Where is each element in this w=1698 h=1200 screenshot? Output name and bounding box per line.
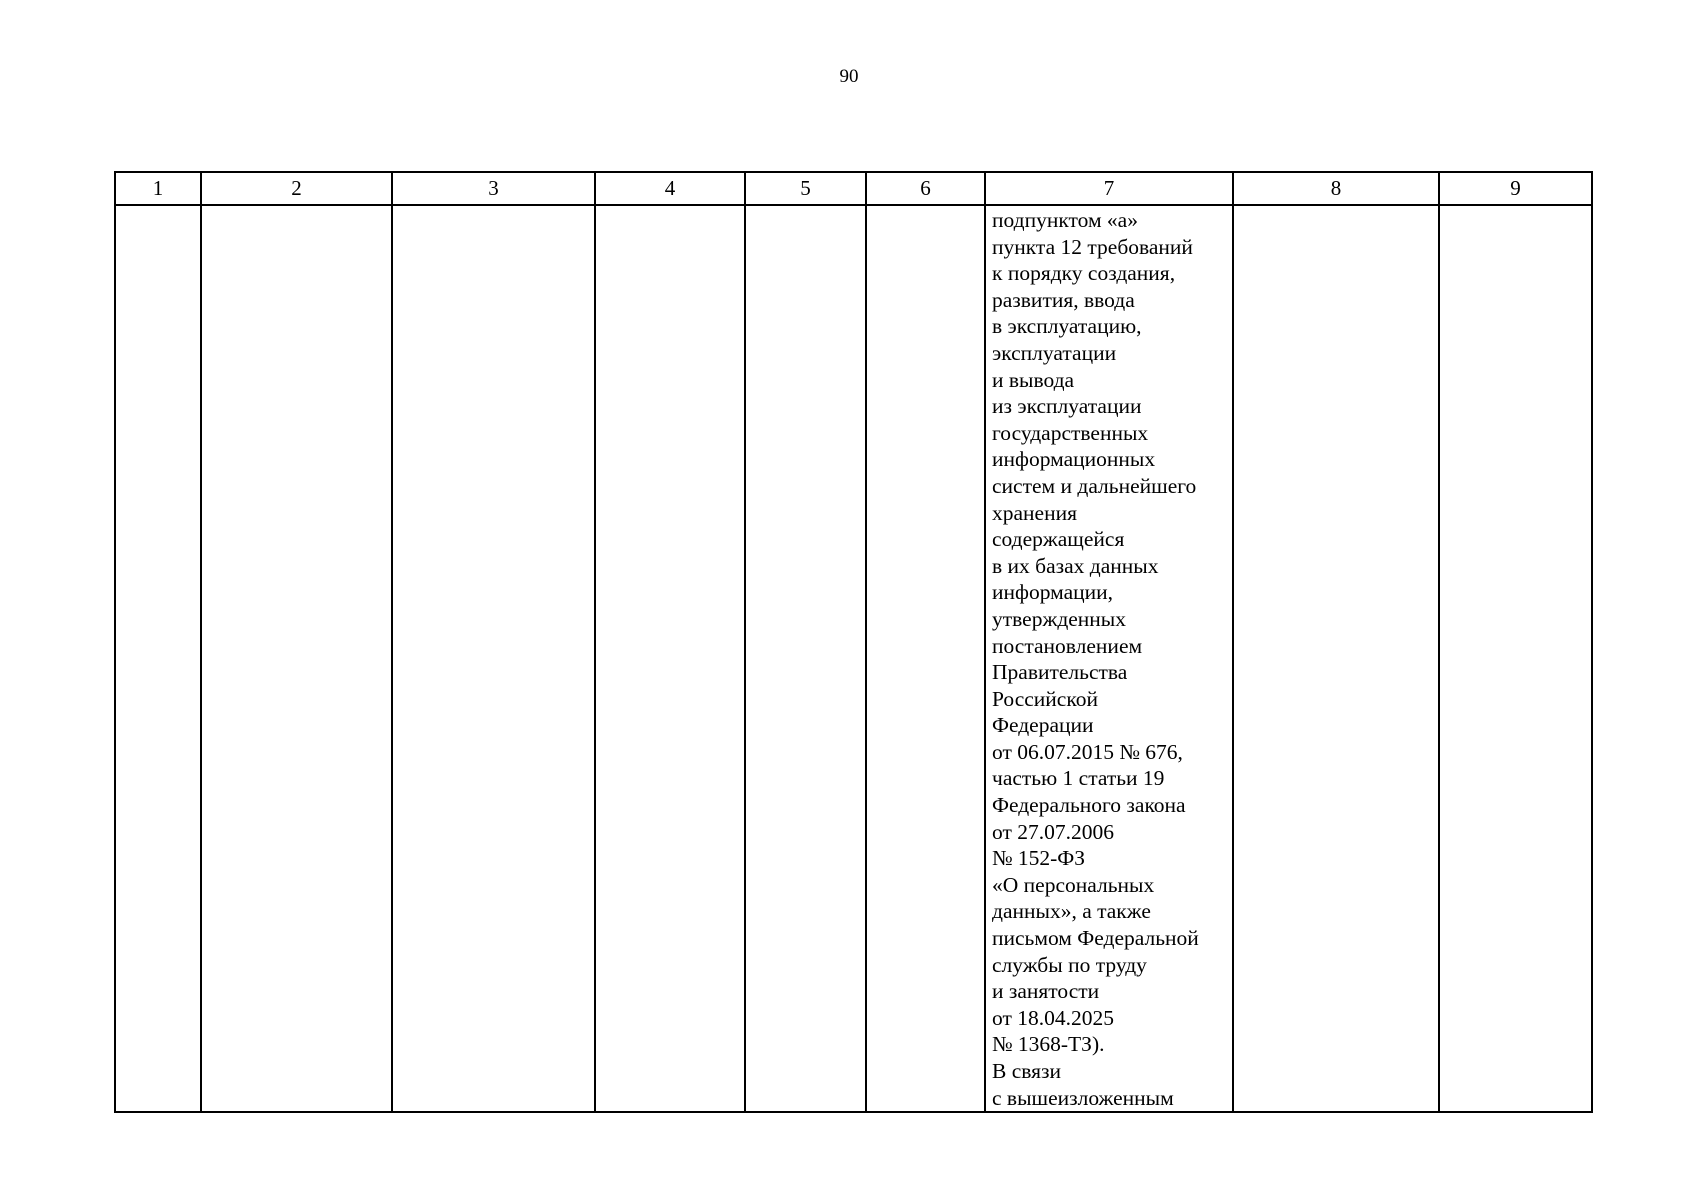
text-line: частью 1 статьи 19 <box>992 766 1165 791</box>
text-line: информации, <box>992 580 1114 605</box>
text-line: содержащейся <box>992 527 1125 552</box>
text-line: постановлением <box>992 633 1143 658</box>
table-cell-col7 <box>985 205 1233 1112</box>
column-header-3: 3 <box>392 172 595 205</box>
column-header-4: 4 <box>595 172 745 205</box>
text-line: от 27.07.2006 <box>992 819 1114 844</box>
column-header-7: 7 <box>985 172 1233 205</box>
text-line: эксплуатации <box>992 340 1117 365</box>
text-line: государственных <box>992 420 1149 445</box>
text-line: данных», а также <box>992 899 1151 924</box>
text-line: развития, ввода <box>992 287 1135 312</box>
text-line: № 1368-ТЗ). <box>992 1032 1105 1057</box>
text-line: В связи <box>992 1059 1062 1083</box>
table-cell-col4 <box>595 205 745 1112</box>
table-cell-col8 <box>1233 205 1439 1112</box>
page-number: 90 <box>839 66 859 87</box>
column-header-6: 6 <box>866 172 985 205</box>
text-line: в эксплуатацию, <box>992 314 1142 339</box>
table-cell-col2 <box>201 205 392 1112</box>
table-row <box>115 205 1592 1112</box>
cell-text-col7 <box>986 207 1232 1111</box>
text-line: подпунктом «а» <box>992 208 1138 232</box>
text-line: Российской <box>992 686 1098 711</box>
text-line: в их базах данных <box>992 553 1159 578</box>
text-line: с вышеизложенным <box>992 1085 1174 1110</box>
document-table <box>114 171 1593 1113</box>
column-header-9: 9 <box>1439 172 1592 205</box>
table-cell-col1 <box>115 205 201 1112</box>
text-line: Федерального закона <box>992 793 1186 818</box>
column-header-1: 1 <box>115 172 201 205</box>
text-line: № 152-ФЗ <box>992 846 1086 871</box>
text-line: пункта 12 требований <box>992 234 1193 259</box>
text-line: хранения <box>992 500 1077 525</box>
text-line: письмом Федеральной <box>992 926 1199 951</box>
column-header-8: 8 <box>1233 172 1439 205</box>
text-line: систем и дальнейшего <box>992 473 1197 498</box>
text-line: к порядку создания, <box>992 261 1176 286</box>
text-line: Федерации <box>992 713 1094 738</box>
text-line: из эксплуатации <box>992 394 1142 419</box>
column-header-5: 5 <box>745 172 866 205</box>
table-header-row <box>115 172 1592 205</box>
text-line: информационных <box>992 447 1156 472</box>
table-cell-col9 <box>1439 205 1592 1112</box>
text-line: Правительства <box>992 660 1128 685</box>
column-header-2: 2 <box>201 172 392 205</box>
text-line: и вывода <box>992 367 1075 392</box>
table-cell-col5 <box>745 205 866 1112</box>
text-line: службы по труду <box>992 952 1147 977</box>
text-line: «О персональных <box>992 872 1155 897</box>
table-cell-col6 <box>866 205 985 1112</box>
table-cell-col3 <box>392 205 595 1112</box>
text-line: от 06.07.2015 № 676, <box>992 739 1183 764</box>
text-line: и занятости <box>992 979 1100 1004</box>
text-line: утвержденных <box>992 606 1127 631</box>
text-line: от 18.04.2025 <box>992 1005 1114 1030</box>
